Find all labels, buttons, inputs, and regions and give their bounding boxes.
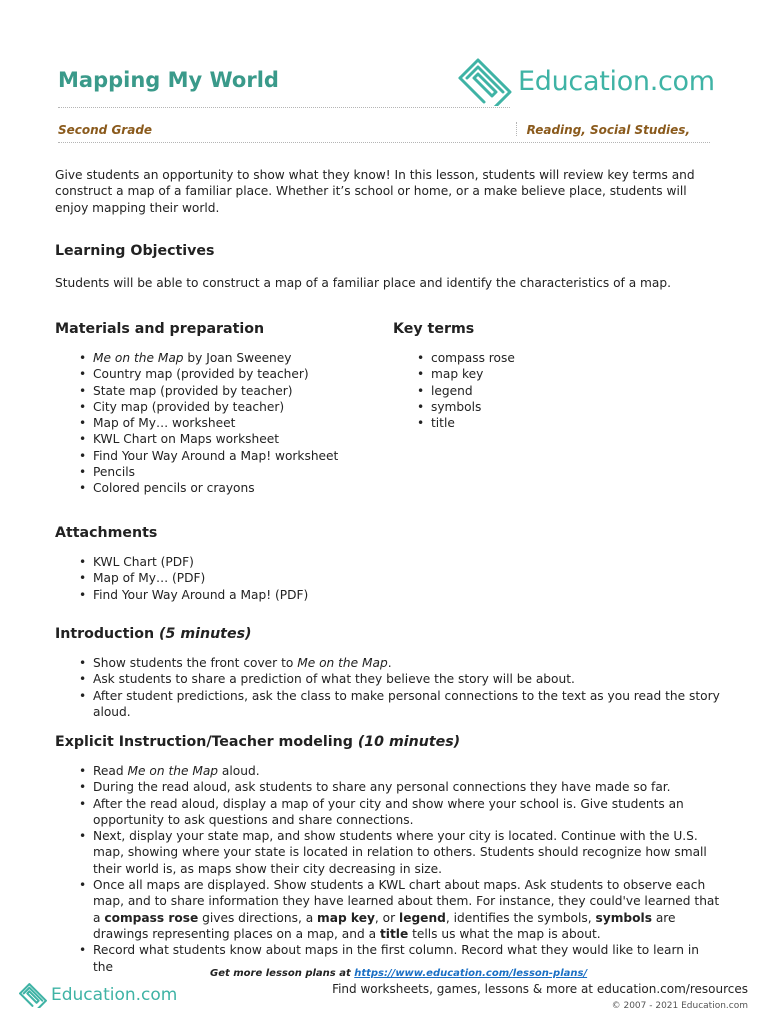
education-logo-icon (18, 982, 48, 1008)
introduction-heading: Introduction (5 minutes) (55, 626, 252, 642)
list-item: • symbols (393, 399, 693, 415)
meta-divider-line (58, 142, 710, 143)
list-item: • Map of My… worksheet (55, 415, 385, 431)
attachments-list (55, 554, 455, 603)
grade-label: Second Grade (58, 123, 153, 137)
list-item: • State map (provided by teacher) (55, 383, 385, 399)
title-divider (58, 107, 510, 108)
book-title: Me on the Map (93, 351, 184, 365)
list-item: • Show students the front cover to Me on the Map. (55, 655, 720, 671)
list-item: • compass rose (393, 350, 693, 366)
list-item: • During the read aloud, ask students to share any personal connections they have made so far. (55, 779, 720, 795)
footer-tagline: Find worksheets, games, lessons & more at education.com/resources (332, 982, 748, 996)
key-terms-heading: Key terms (393, 321, 475, 337)
footer-more-plans: Get more lesson plans at https://www.education.com/lesson-plans/ (210, 968, 588, 979)
meta-divider (516, 122, 517, 136)
education-logo[interactable] (456, 56, 715, 106)
key-terms-list (393, 350, 693, 431)
list-item: • KWL Chart on Maps worksheet (55, 431, 385, 447)
attachment-link[interactable]: • Map of My… (PDF) (55, 570, 455, 586)
materials-heading: Materials and preparation (55, 321, 265, 337)
learning-objectives-heading: Learning Objectives (55, 243, 215, 259)
explicit-instruction-heading: Explicit Instruction/Teacher modeling (10 minutes) (55, 734, 461, 750)
list-item: • After the read aloud, display a map of your city and show where your school is. Give students an opportunity to ask questions and share connections. (55, 796, 720, 829)
list-item: • Me on the Map by Joan Sweeney (55, 350, 385, 366)
list-item: • City map (provided by teacher) (55, 399, 385, 415)
list-item: • Country map (provided by teacher) (55, 366, 385, 382)
attachment-link[interactable]: • Find Your Way Around a Map! (PDF) (55, 587, 455, 603)
list-item: • Pencils (55, 464, 385, 480)
lesson-plans-link[interactable]: https://www.education.com/lesson-plans/ (354, 968, 588, 979)
intro-paragraph: Give students an opportunity to show what they know! In this lesson, students will review key terms and construct a map of a familiar place. Whether it’s school or home, or a make believe place, students will enjoy mapping their world. (55, 168, 695, 215)
page-title: Mapping My World (58, 68, 279, 92)
list-item: • Record what students know about maps in the first column. Record what they would like to learn in the (55, 942, 720, 975)
footer-copyright: © 2007 - 2021 Education.com (611, 1001, 748, 1011)
materials-list (55, 350, 385, 497)
introduction-list (55, 655, 720, 720)
explicit-instruction-list (55, 763, 720, 975)
list-item: • Ask students to share a prediction of what they believe the story will be about. (55, 671, 720, 687)
attachment-link[interactable]: • KWL Chart (PDF) (55, 554, 455, 570)
subject-label: Reading, Social Studies, (526, 123, 690, 137)
attachments-heading: Attachments (55, 525, 158, 541)
list-item: • map key (393, 366, 693, 382)
footer-logo-text: Education.com (51, 985, 178, 1005)
list-item: • After student predictions, ask the class to make personal connections to the text as you read the story aloud. (55, 688, 720, 721)
list-item: • Next, display your state map, and show students where your city is located. Continue with the U.S. map, showing where your state is located in relation to others. Students should recognize how small their world is, as maps show their city decreasing in size. (55, 828, 720, 877)
learning-objectives-text: Students will be able to construct a map of a familiar place and identify the characteristics of a map. (55, 276, 671, 290)
list-item: • legend (393, 383, 693, 399)
list-item: • Colored pencils or crayons (55, 480, 385, 496)
logo-text: Education.com (518, 65, 715, 97)
list-item: • Read Me on the Map aloud. (55, 763, 720, 779)
list-item: • Once all maps are displayed. Show students a KWL chart about maps. Ask students to observe each map, and to share information they have learned about them. For instance, they could've learned that a compass rose gives directions, a map key, or legend, identifies the symbols, symbols are drawings representing places on a map, and a title tells us what the map is about. (55, 877, 720, 942)
list-item: • title (393, 415, 693, 431)
list-item: • Find Your Way Around a Map! worksheet (55, 448, 385, 464)
education-logo-icon (456, 56, 514, 106)
footer-logo[interactable] (18, 982, 177, 1008)
